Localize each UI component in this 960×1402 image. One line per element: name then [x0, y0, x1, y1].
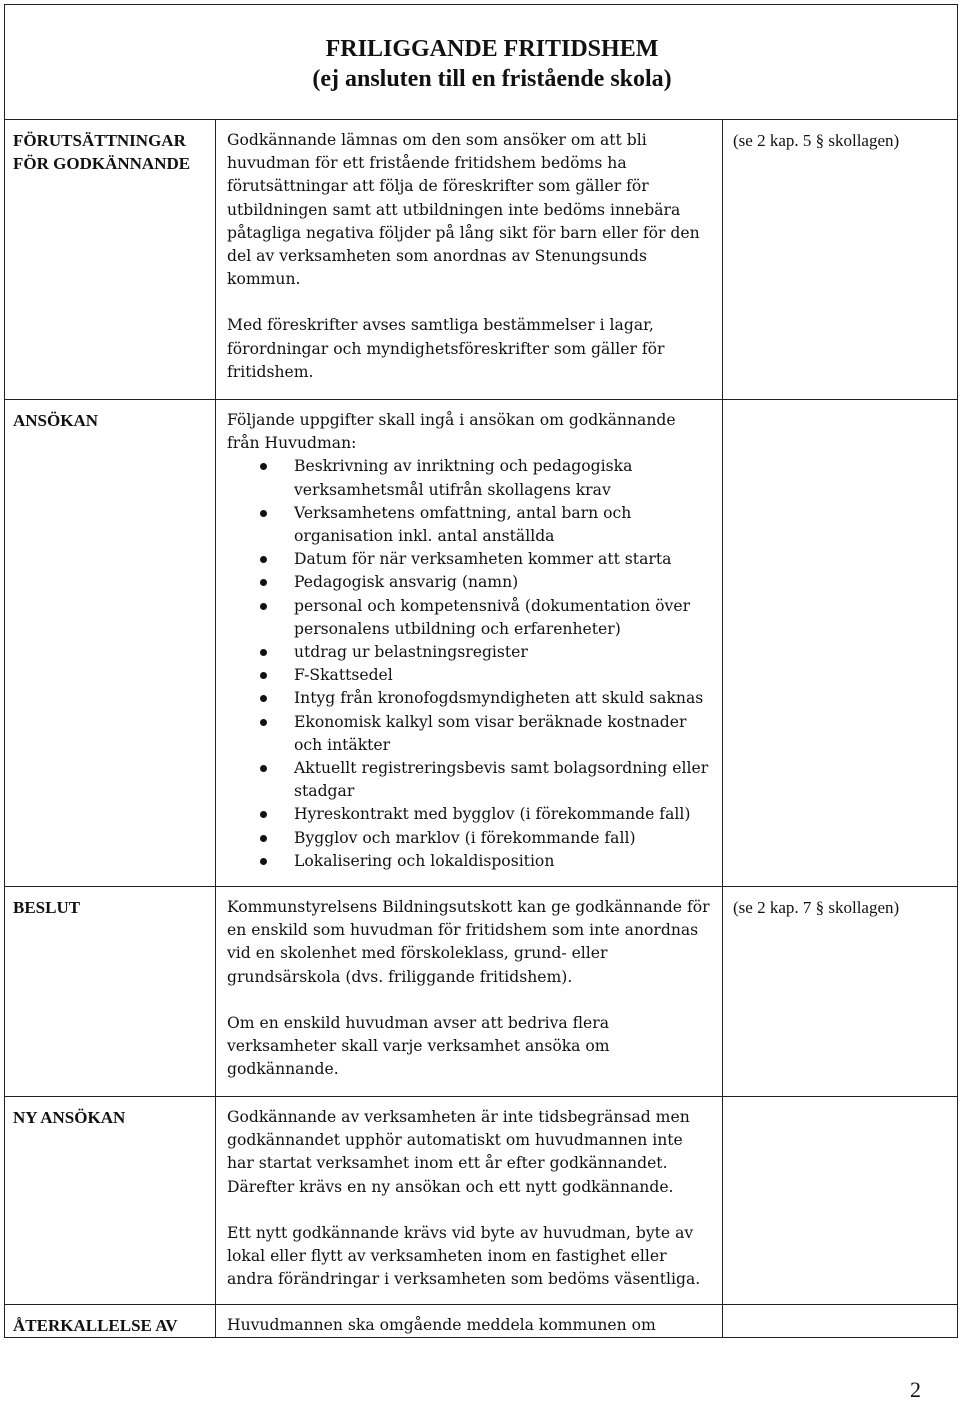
section-label-aterkallelse: ÅTERKALLELSE AV [13, 1316, 178, 1335]
section-label-beslut: BESLUT [13, 898, 81, 917]
law-reference: (se 2 kap. 5 § skollagen) [733, 131, 900, 150]
title-cell [5, 5, 958, 120]
label-line-1: FÖRUTSÄTTNINGAR [13, 131, 186, 150]
requirements-list [227, 455, 712, 873]
list-item: Verksamhetens omfattning, antal barn och organisation inkl. antal anställda [227, 502, 712, 548]
list-item: personal och kompetensnivå (dokumentation över personalens utbildning och erfarenheter) [227, 595, 712, 641]
law-reference [723, 400, 957, 409]
page-title [5, 5, 957, 94]
list-item: Bygglov och marklov (i förekommande fall) [227, 827, 712, 850]
title-line-2: (ej ansluten till en fristående skola) [312, 66, 672, 92]
list-item: Lokalisering och lokaldisposition [227, 850, 712, 873]
section-body-forutsattningar [216, 120, 722, 384]
body-cell-forutsattningar [216, 120, 723, 400]
row-aterkallelse [5, 1305, 958, 1338]
label-cell-beslut [5, 887, 216, 1097]
paragraph: Kommunstyrelsens Bildningsutskott kan ge godkännande för en enskild som huvudman för fritidshem som inte anordnas vid en skolenhet med förskoleklass, grund- eller grundsärskola (dvs. friliggande fritidshem). [227, 898, 710, 986]
paragraph: Godkännande lämnas om den som ansöker om att bli huvudman för ett fristående fritidshem bedöms ha förutsättningar att följa de föreskrifter som gäller för utbildningen samt att utbildningen inte bedöms innebära påtagliga negativa följder på lång sikt för barn eller för den del av verksamheten som anordnas av Stenungsunds kommun. [227, 131, 700, 289]
list-item: Beskrivning av inriktning och pedagogiska verksamhetsmål utifrån skollagens krav [227, 455, 712, 501]
ref-cell-forutsattningar [723, 120, 958, 400]
body-cell-beslut [216, 887, 723, 1097]
law-reference: (se 2 kap. 7 § skollagen) [733, 898, 900, 917]
ref-cell-beslut [723, 887, 958, 1097]
row-ansokan [5, 400, 958, 887]
list-item: Hyreskontrakt med bygglov (i förekommande fall) [227, 803, 712, 826]
label-cell-forutsattningar [5, 120, 216, 400]
label-cell-ny-ansokan [5, 1097, 216, 1305]
paragraph: Godkännande av verksamheten är inte tidsbegränsad men godkännandet upphör automatiskt om huvudmannen inte har startat verksamhet inom ett år efter godkännandet. Därefter krävs en ny ansökan och ett nytt godkännande. [227, 1108, 690, 1196]
list-item: Intyg från kronofogdsmyndigheten att skuld saknas [227, 687, 712, 710]
list-item: Pedagogisk ansvarig (namn) [227, 571, 712, 594]
label-cell-aterkallelse [5, 1305, 216, 1338]
list-item: Ekonomisk kalkyl som visar beräknade kostnader och intäkter [227, 711, 712, 757]
list-item: Aktuellt registreringsbevis samt bolagsordning eller stadgar [227, 757, 712, 803]
body-cell-ansokan [216, 400, 723, 887]
section-body-ny-ansokan [216, 1097, 722, 1291]
paragraph: Ett nytt godkännande krävs vid byte av huvudman, byte av lokal eller flytt av verksamheten inom en fastighet eller andra förändringar i verksamheten som bedöms väsentliga. [227, 1223, 701, 1289]
section-body-ansokan [216, 400, 722, 873]
section-body-aterkallelse: Huvudmannen ska omgående meddela kommunen om [227, 1316, 656, 1334]
section-label-ansokan: ANSÖKAN [13, 411, 99, 430]
document-table [4, 4, 958, 1338]
title-line-1: FRILIGGANDE FRITIDSHEM [325, 36, 659, 62]
ref-cell-aterkallelse [723, 1305, 958, 1338]
paragraph: Om en enskild huvudman avser att bedriva flera verksamheter skall varje verksamhet ansöka om godkännande. [227, 1013, 610, 1079]
row-forutsattningar [5, 120, 958, 400]
ref-cell-ansokan [723, 400, 958, 887]
label-line-2: FÖR GODKÄNNANDE [13, 154, 191, 173]
list-item: Datum för när verksamheten kommer att starta [227, 548, 712, 571]
law-reference [723, 1097, 957, 1106]
section-label-forutsattningar [5, 120, 215, 175]
intro-text: Följande uppgifter skall ingå i ansökan om godkännande från Huvudman: [227, 411, 676, 453]
list-item: utdrag ur belastningsregister [227, 641, 712, 664]
title-row [5, 5, 958, 120]
law-reference [723, 1305, 957, 1314]
body-cell-ny-ansokan [216, 1097, 723, 1305]
list-item: F-Skattsedel [227, 664, 712, 687]
page-number: 2 [910, 1377, 921, 1402]
body-cell-aterkallelse [216, 1305, 723, 1338]
label-cell-ansokan [5, 400, 216, 887]
row-ny-ansokan [5, 1097, 958, 1305]
section-label-ny-ansokan: NY ANSÖKAN [13, 1108, 126, 1127]
section-body-beslut [216, 887, 722, 1081]
paragraph: Med föreskrifter avses samtliga bestämmelser i lagar, förordningar och myndighetsföreskrifter som gäller för fritidshem. [227, 316, 665, 381]
row-beslut [5, 887, 958, 1097]
ref-cell-ny-ansokan [723, 1097, 958, 1305]
